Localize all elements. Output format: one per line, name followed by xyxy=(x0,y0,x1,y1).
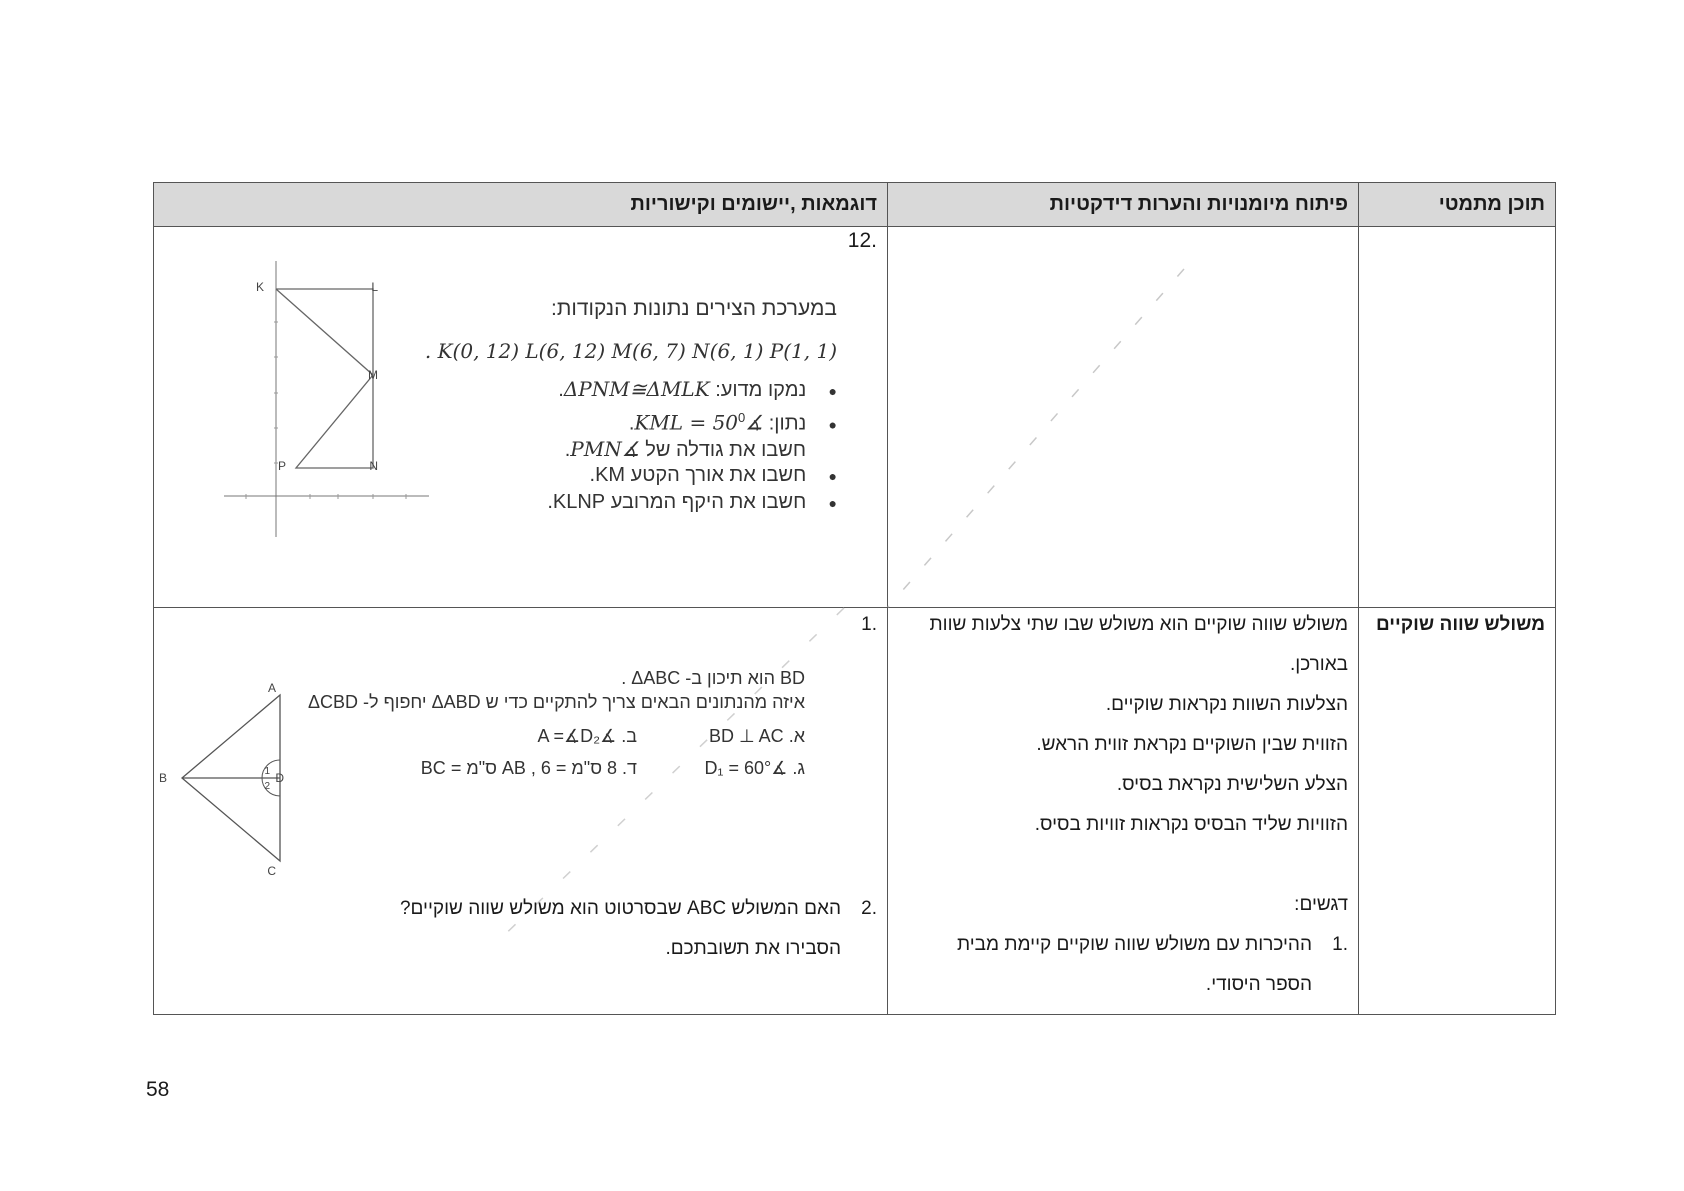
question-line: האם המשולש ABC שבסרטוט הוא משולש שווה שוקיים? xyxy=(399,898,841,919)
header-content: תוכן מתמטי xyxy=(1359,183,1556,227)
diagonal-scan-artifact xyxy=(888,227,1359,607)
angle-label-1: 1 xyxy=(264,766,270,777)
bullet-icon: ● xyxy=(828,383,837,399)
emphasis-line: הספר היסודי. xyxy=(1205,974,1312,995)
vertex-label-c: C xyxy=(267,864,276,878)
definition-line: הצלעות השוות נקראות שוקיים. xyxy=(1105,694,1348,715)
point-label-m: M xyxy=(368,368,378,382)
question-line: הסבירו את תשובתכם. xyxy=(665,938,841,959)
bullet-item: ● חשבו את אורך הקטע KM. xyxy=(589,464,837,486)
header-row xyxy=(154,183,1556,227)
question-line: BD הוא תיכון ב- ΔABC . xyxy=(621,668,805,688)
question-line: איזה מהנתונים הבאים צריך להתקיים כדי ש ΔABD יחפוף ל- ΔCBD xyxy=(308,692,805,712)
table-row xyxy=(154,227,1556,608)
angle-label-2: 2 xyxy=(264,781,270,792)
exercise-intro: במערכת הצירים נתונות הנקודות: xyxy=(551,297,837,320)
vertex-label-a: A xyxy=(267,681,276,695)
header-skills: פיתוח מיומנויות והערות דידקטיות xyxy=(888,183,1359,227)
row2-examples-cell xyxy=(154,608,888,1015)
bullet-item: ● חשבו את היקף המרובע KLNP. xyxy=(547,491,837,513)
row1-examples-cell xyxy=(154,227,888,608)
option-b: ב. ∡A =∡D₂ xyxy=(537,726,637,746)
question-number: .1 xyxy=(861,614,877,635)
point-label-p: P xyxy=(277,459,286,473)
emphasis-line: ההיכרות עם משולש שווה שוקיים קיימת מבית xyxy=(956,934,1312,955)
definition-line: הצלע השלישית נקראת בסיס. xyxy=(1116,774,1348,795)
bullet-item: ● נתון: ∡KML = $50^0$. xyxy=(628,410,837,435)
definition-line: הזווית שבין השוקיים נקראת זווית הראש. xyxy=(1036,734,1348,755)
option-d: ד. 8 ס"מ = AB , 6 ס"מ = BC xyxy=(420,758,637,778)
point-label-k: K xyxy=(255,280,264,294)
definition-line: באורכן. xyxy=(1289,654,1348,675)
emphasis-number: .1 xyxy=(1332,934,1348,955)
point-label-l: L xyxy=(371,280,378,294)
points-list: . K(0, 12) L(6, 12) M(6, 7) N(6, 1) P(1, 1) xyxy=(424,339,837,363)
question-number: .2 xyxy=(861,898,877,919)
topic-title: משולש שווה שוקיים xyxy=(1375,614,1545,635)
page-number: 58 xyxy=(146,1078,170,1101)
bullet-icon: ● xyxy=(828,416,837,433)
emphases-title: דגשים: xyxy=(1294,894,1348,915)
option-a: א. BD ⊥ AC xyxy=(708,726,805,746)
header-examples: דוגמאות ,יישומים וקישוריות xyxy=(154,183,888,227)
definition-line: הזוויות שליד הבסיס נקראות זוויות בסיס. xyxy=(1034,814,1348,835)
row1-content-cell xyxy=(1359,227,1556,608)
exercise-number: .12 xyxy=(847,229,877,252)
bullet-icon: ● xyxy=(828,468,837,484)
coordinate-figure xyxy=(224,257,434,537)
point-label-n: N xyxy=(369,459,378,473)
row2-content-cell xyxy=(1359,608,1556,1015)
bullet-continuation: חשבו את גודלה של ∡PMN. xyxy=(564,437,806,461)
bullet-item: ● נמקו מדוע: ΔPNM≅ΔMLK. xyxy=(558,377,837,401)
vertex-label-d: D xyxy=(275,771,284,785)
row2-skills-cell xyxy=(888,608,1359,1015)
bullet-icon: ● xyxy=(828,495,837,511)
curriculum-table xyxy=(153,182,1556,1015)
table-row xyxy=(154,608,1556,1015)
option-c: ג. ∡D₁ = 60° xyxy=(704,758,805,778)
vertex-label-b: B xyxy=(158,771,167,785)
definition-line: משולש שווה שוקיים הוא משולש שבו שתי צלעות שוות xyxy=(929,614,1348,635)
row1-skills-cell xyxy=(888,227,1359,608)
